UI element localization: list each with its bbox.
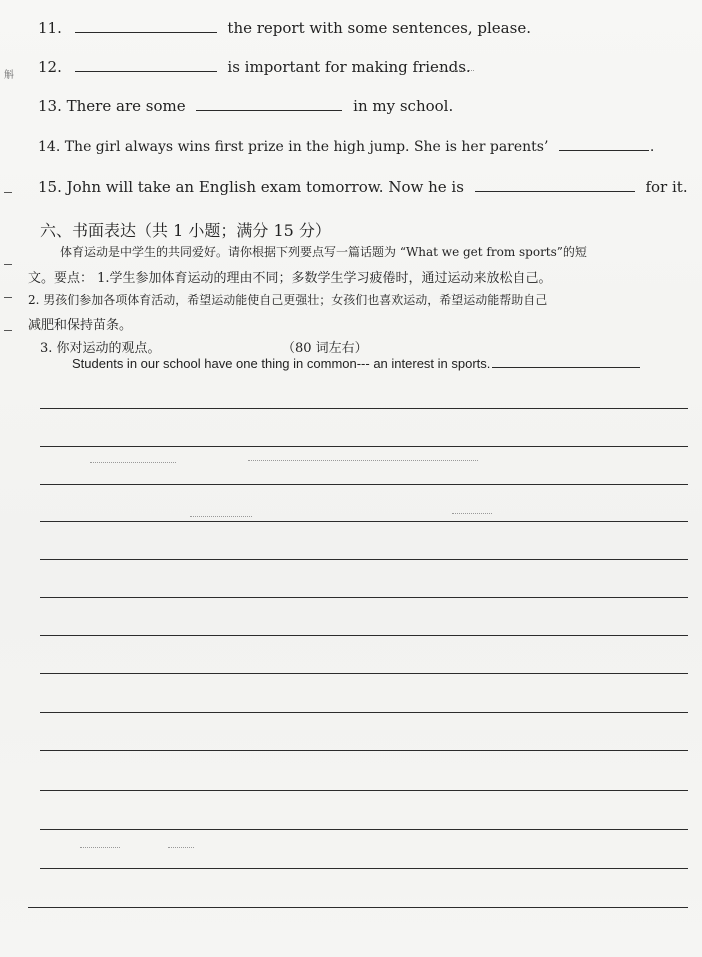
question-text-after: is important for making friends. <box>227 58 471 76</box>
prompt-line: 减肥和保持苗条。 <box>28 318 133 333</box>
writing-line[interactable] <box>40 829 688 830</box>
writing-line[interactable] <box>40 446 688 447</box>
answer-blank[interactable] <box>75 59 217 72</box>
question-number: 13. <box>38 97 62 115</box>
question-text-after: for it. <box>645 178 688 196</box>
question-number: 15. <box>38 178 62 196</box>
question-number: 11. <box>38 19 62 37</box>
margin-tick <box>4 297 12 298</box>
bleed-through-mark <box>452 513 492 514</box>
writing-line[interactable] <box>40 635 688 636</box>
margin-tick <box>4 264 12 265</box>
bleed-through-mark <box>168 847 194 848</box>
answer-blank[interactable] <box>492 357 640 368</box>
question-12 <box>38 58 471 76</box>
writing-line[interactable] <box>40 521 688 522</box>
writing-line[interactable] <box>40 868 688 869</box>
question-text-after: in my school. <box>353 97 454 115</box>
prompt-line: 体育运动是中学生的共同爱好。请你根据下列要点写一篇话题为 “What we get from sports”的短 <box>60 245 587 259</box>
section-title: 六、书面表达（共 1 小题；满分 15 分） <box>40 221 331 240</box>
question-14 <box>38 138 654 155</box>
writing-line[interactable] <box>40 790 688 791</box>
question-text-before: The girl always wins first prize in the high jump. She is her parents’ <box>64 139 549 155</box>
prompt-point-3: 3. 你对运动的观点。 <box>40 341 161 356</box>
writing-line[interactable] <box>40 484 688 485</box>
answer-blank[interactable] <box>559 138 649 151</box>
answer-blank[interactable] <box>196 98 342 111</box>
prompt-line: 2. 男孩们参加各项体育活动，希望运动能使自己更强壮；女孩们也喜欢运动，希望运动能帮助自己 <box>28 293 548 307</box>
question-15 <box>38 178 688 196</box>
prompt-line: 文。要点： 1.学生参加体育运动的理由不同；多数学生学习疲倦时，通过运动来放松自己。 <box>28 271 552 286</box>
margin-mark-char: 斛 <box>4 70 14 81</box>
opening-sentence: Students in our school have one thing in common--- an interest in sports. <box>72 356 491 371</box>
margin-tick <box>4 330 12 331</box>
bleed-through-mark <box>80 847 120 848</box>
bleed-through-mark <box>190 516 252 517</box>
question-11 <box>38 19 531 37</box>
question-text-after: . <box>649 139 655 155</box>
question-13 <box>38 97 453 115</box>
word-count-hint: （80 词左右） <box>282 341 368 356</box>
writing-line[interactable] <box>40 673 688 674</box>
answer-blank[interactable] <box>475 179 635 192</box>
opening-sentence-row <box>72 356 640 371</box>
margin-tick <box>4 192 12 193</box>
question-text-before: There are some <box>66 97 186 115</box>
writing-line[interactable] <box>40 750 688 751</box>
question-number: 14. <box>38 139 61 155</box>
question-text-before: John will take an English exam tomorrow. Now he is <box>66 178 464 196</box>
writing-line[interactable] <box>40 408 688 409</box>
writing-line[interactable] <box>40 712 688 713</box>
writing-line[interactable] <box>40 597 688 598</box>
question-number: 12. <box>38 58 62 76</box>
question-text-after: the report with some sentences, please. <box>227 19 531 37</box>
bleed-through-mark <box>90 462 176 463</box>
bleed-through-mark <box>430 70 474 71</box>
bleed-through-mark <box>248 460 478 461</box>
writing-line[interactable] <box>28 907 688 908</box>
answer-blank[interactable] <box>75 20 217 33</box>
writing-line[interactable] <box>40 559 688 560</box>
